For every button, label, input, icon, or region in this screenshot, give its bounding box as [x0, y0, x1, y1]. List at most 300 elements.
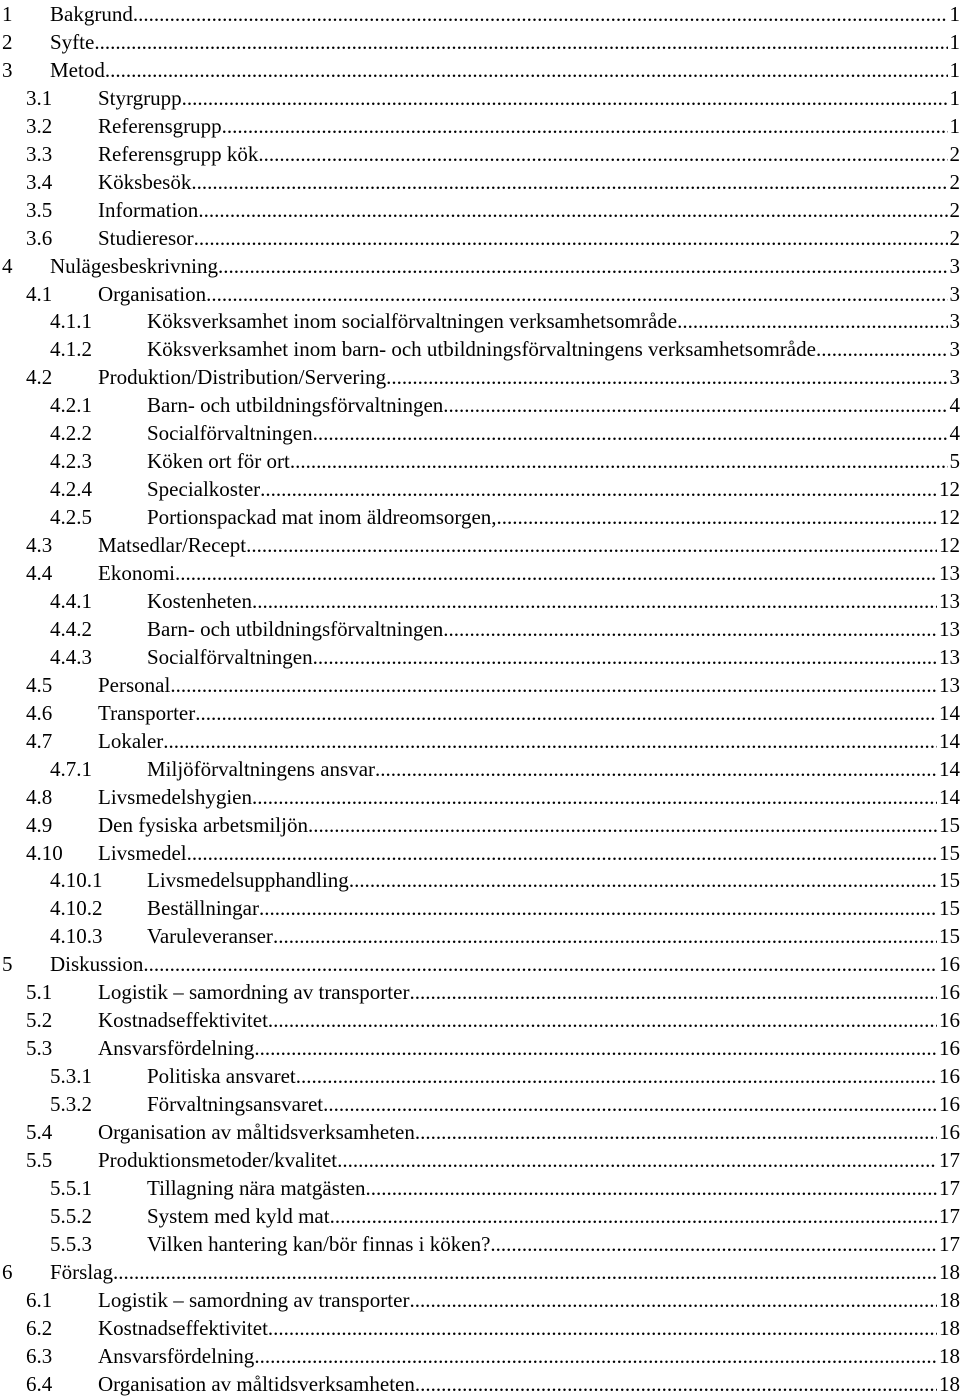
toc-entry-title[interactable]: Socialförvaltningen [147, 419, 313, 447]
toc-entry-number: 4.2.2 [50, 419, 92, 447]
toc-entry-number: 4.3 [26, 531, 52, 559]
toc-entry-line [147, 1174, 960, 1202]
toc-entry-number: 4.10.3 [50, 922, 103, 950]
toc-entry-line [147, 1202, 960, 1230]
toc-entry-number: 5.2 [26, 1006, 52, 1034]
toc-entry-line [147, 307, 960, 335]
toc-dot-leader [290, 447, 948, 475]
toc-entry-title[interactable]: Den fysiska arbetsmiljön [98, 811, 308, 839]
toc-dot-leader [296, 1062, 937, 1090]
toc-entry[interactable] [0, 447, 960, 475]
toc-entry-title[interactable]: Förvaltningsansvaret [147, 1090, 323, 1118]
toc-entry[interactable] [0, 419, 960, 447]
toc-entry-number: 1 [2, 0, 13, 28]
toc-entry-page-number[interactable]: 17 [937, 1174, 960, 1202]
toc-entry-title[interactable]: Transporter [98, 699, 195, 727]
toc-entry[interactable] [0, 922, 960, 950]
toc-entry[interactable] [0, 1090, 960, 1118]
toc-entry-page-number[interactable]: 16 [937, 1090, 960, 1118]
toc-entry-title[interactable]: Produktionsmetoder/kvalitet [98, 1146, 337, 1174]
toc-entry-line [50, 0, 960, 28]
toc-entry[interactable] [0, 252, 960, 280]
toc-entry-number: 5.3 [26, 1034, 52, 1062]
toc-entry-line [147, 615, 960, 643]
toc-dot-leader [182, 84, 948, 112]
toc-entry-line [98, 1342, 960, 1370]
toc-entry-title[interactable]: Nulägesbeskrivning [50, 252, 218, 280]
toc-entry-number: 4.2.4 [50, 475, 92, 503]
toc-entry-page-number[interactable]: 14 [937, 783, 960, 811]
toc-dot-leader [337, 1146, 937, 1174]
toc-entry-number: 5.3.1 [50, 1062, 92, 1090]
toc-entry-page-number[interactable]: 18 [937, 1258, 960, 1286]
toc-entry-line [98, 84, 960, 112]
toc-entry[interactable] [0, 140, 960, 168]
toc-entry-page-number[interactable]: 2 [948, 168, 960, 196]
toc-entry-title[interactable]: Kostnadseffektivitet [98, 1006, 268, 1034]
toc-entry-number: 3.3 [26, 140, 52, 168]
toc-entry-title[interactable]: Personal [98, 671, 170, 699]
toc-entry[interactable] [0, 866, 960, 894]
toc-entry[interactable] [0, 168, 960, 196]
toc-entry-title[interactable]: Miljöförvaltningens ansvar [147, 755, 375, 783]
toc-entry-line [147, 894, 960, 922]
toc-entry-number: 4.10.2 [50, 894, 103, 922]
toc-dot-leader [170, 671, 937, 699]
toc-entry-title[interactable]: Livsmedelshygien [98, 783, 252, 811]
toc-dot-leader [273, 922, 937, 950]
toc-entry-line [98, 727, 960, 755]
toc-dot-leader [260, 475, 937, 503]
toc-entry[interactable] [0, 475, 960, 503]
toc-entry-line [50, 252, 960, 280]
toc-entry-page-number[interactable]: 17 [937, 1230, 960, 1258]
toc-entry-number: 5.1 [26, 978, 52, 1006]
toc-entry-line [98, 140, 960, 168]
toc-entry-line [98, 363, 960, 391]
toc-dot-leader [330, 1202, 937, 1230]
toc-entry-line [147, 1230, 960, 1258]
toc-dot-leader [198, 196, 947, 224]
toc-entry-line [98, 1314, 960, 1342]
toc-entry-title[interactable]: Ansvarsfördelning [98, 1034, 254, 1062]
toc-entry-line [98, 168, 960, 196]
toc-entry[interactable] [0, 1034, 960, 1062]
toc-dot-leader [323, 1090, 937, 1118]
toc-entry[interactable] [0, 224, 960, 252]
toc-entry-title[interactable]: Portionspackad mat inom äldreomsorgen, [147, 503, 497, 531]
toc-dot-leader [349, 866, 937, 894]
toc-entry-title[interactable]: Köksverksamhet inom socialförvaltningen verksamhetsområde [147, 307, 677, 335]
toc-entry-line [147, 1062, 960, 1090]
toc-entry-number: 4.9 [26, 811, 52, 839]
toc-dot-leader [375, 755, 937, 783]
toc-dot-leader [113, 1258, 937, 1286]
toc-entry-number: 4 [2, 252, 13, 280]
toc-entry-page-number[interactable]: 13 [937, 559, 960, 587]
toc-entry[interactable] [0, 1202, 960, 1230]
toc-entry-number: 5.3.2 [50, 1090, 92, 1118]
toc-entry-line [98, 811, 960, 839]
toc-entry-page-number[interactable]: 14 [937, 727, 960, 755]
toc-entry-page-number[interactable]: 16 [937, 1034, 960, 1062]
toc-entry-number: 4.5 [26, 671, 52, 699]
toc-dot-leader [415, 1370, 937, 1398]
toc-entry[interactable] [0, 1342, 960, 1370]
toc-entry-title[interactable]: Matsedlar/Recept [98, 531, 246, 559]
toc-entry[interactable] [0, 839, 960, 867]
toc-entry-number: 4.2.3 [50, 447, 92, 475]
toc-entry-title[interactable]: Ansvarsfördelning [98, 1342, 254, 1370]
toc-entry-number: 3.2 [26, 112, 52, 140]
toc-entry[interactable] [0, 196, 960, 224]
toc-entry-title[interactable]: Beställningar [147, 894, 259, 922]
toc-entry-number: 6.1 [26, 1286, 52, 1314]
toc-entry-page-number[interactable]: 1 [948, 28, 960, 56]
toc-entry[interactable] [0, 1174, 960, 1202]
toc-entry-title[interactable]: Bakgrund [50, 0, 133, 28]
toc-dot-leader [143, 950, 937, 978]
toc-dot-leader [206, 280, 947, 308]
toc-dot-leader [194, 224, 948, 252]
toc-entry-number: 4.1.2 [50, 335, 92, 363]
toc-entry-line [98, 196, 960, 224]
toc-dot-leader [497, 503, 937, 531]
toc-entry-title[interactable]: Information [98, 196, 198, 224]
toc-entry-line [98, 280, 960, 308]
toc-entry-page-number[interactable]: 18 [937, 1370, 960, 1398]
toc-entry-line [98, 1006, 960, 1034]
toc-dot-leader [308, 811, 937, 839]
toc-entry-title[interactable]: Förslag [50, 1258, 113, 1286]
toc-entry[interactable] [0, 28, 960, 56]
toc-entry-line [147, 391, 960, 419]
toc-entry-number: 4.2.1 [50, 391, 92, 419]
toc-entry-number: 4.8 [26, 783, 52, 811]
toc-entry-title[interactable]: System med kyld mat [147, 1202, 330, 1230]
toc-entry-title[interactable]: Livsmedelsupphandling [147, 866, 349, 894]
toc-entry-number: 4.2 [26, 363, 52, 391]
toc-dot-leader [409, 978, 937, 1006]
toc-entry[interactable] [0, 1230, 960, 1258]
toc-entry-number: 4.1 [26, 280, 52, 308]
toc-entry-page-number[interactable]: 16 [937, 1006, 960, 1034]
toc-entry[interactable] [0, 1314, 960, 1342]
toc-entry-number: 3.1 [26, 84, 52, 112]
toc-entry-page-number[interactable]: 18 [937, 1314, 960, 1342]
toc-entry-page-number[interactable]: 13 [937, 643, 960, 671]
toc-entry-line [98, 783, 960, 811]
toc-entry-number: 3.6 [26, 224, 52, 252]
toc-entry-line [98, 699, 960, 727]
toc-entry-page-number[interactable]: 3 [948, 280, 960, 308]
toc-entry-number: 2 [2, 28, 13, 56]
toc-dot-leader [163, 727, 937, 755]
toc-entry-title[interactable]: Produktion/Distribution/Servering [98, 363, 386, 391]
toc-entry-page-number[interactable]: 12 [937, 531, 960, 559]
toc-entry-number: 4.10.1 [50, 866, 103, 894]
toc-entry-title[interactable]: Barn- och utbildningsförvaltningen [147, 391, 443, 419]
toc-entry-page-number[interactable]: 3 [948, 335, 960, 363]
toc-entry-page-number[interactable]: 17 [937, 1202, 960, 1230]
toc-entry[interactable] [0, 755, 960, 783]
toc-entry-line [98, 559, 960, 587]
toc-entry-title[interactable]: Köksbesök [98, 168, 191, 196]
toc-entry-number: 6.4 [26, 1370, 52, 1398]
toc-entry-number: 5 [2, 950, 13, 978]
toc-entry-line [98, 1286, 960, 1314]
toc-entry-page-number[interactable]: 1 [948, 84, 960, 112]
toc-entry[interactable] [0, 783, 960, 811]
toc-entry-title[interactable]: Köksverksamhet inom barn- och utbildningsförvaltningens verksamhetsområde [147, 335, 816, 363]
toc-entry-title[interactable]: Tillagning nära matgästen [147, 1174, 366, 1202]
toc-entry-line [147, 1090, 960, 1118]
toc-entry-line [50, 56, 960, 84]
toc-entry-page-number[interactable]: 15 [937, 811, 960, 839]
toc-entry-line [147, 755, 960, 783]
toc-entry[interactable] [0, 307, 960, 335]
toc-entry-number: 5.5.2 [50, 1202, 92, 1230]
toc-entry-page-number[interactable]: 15 [937, 922, 960, 950]
toc-dot-leader [259, 894, 937, 922]
toc-entry-line [98, 978, 960, 1006]
toc-entry-title[interactable]: Specialkoster [147, 475, 260, 503]
toc-entry-title[interactable]: Styrgrupp [98, 84, 182, 112]
toc-dot-leader [313, 419, 948, 447]
toc-entry-title[interactable]: Organisation av måltidsverksamheten [98, 1370, 415, 1398]
toc-entry[interactable] [0, 699, 960, 727]
toc-dot-leader [258, 140, 947, 168]
toc-entry[interactable] [0, 280, 960, 308]
toc-entry-page-number[interactable]: 2 [948, 140, 960, 168]
toc-entry-page-number[interactable]: 15 [937, 839, 960, 867]
toc-entry-line [98, 671, 960, 699]
toc-dot-leader [677, 307, 947, 335]
toc-entry-number: 6.2 [26, 1314, 52, 1342]
toc-entry-line [147, 922, 960, 950]
toc-entry-line [147, 866, 960, 894]
toc-entry-number: 4.7 [26, 727, 52, 755]
toc-entry-line [98, 531, 960, 559]
toc-entry-title[interactable]: Syfte [50, 28, 94, 56]
toc-dot-leader [313, 643, 937, 671]
toc-entry-line [147, 503, 960, 531]
toc-entry-page-number[interactable]: 5 [948, 447, 960, 475]
toc-entry[interactable] [0, 335, 960, 363]
toc-entry-number: 4.4.2 [50, 615, 92, 643]
toc-entry-title[interactable]: Vilken hantering kan/bör finnas i köken? [147, 1230, 490, 1258]
toc-entry-page-number[interactable]: 13 [937, 615, 960, 643]
toc-entry[interactable] [0, 587, 960, 615]
toc-entry-page-number[interactable]: 3 [948, 363, 960, 391]
toc-entry[interactable] [0, 643, 960, 671]
toc-entry-line [98, 839, 960, 867]
toc-entry-page-number[interactable]: 4 [948, 419, 960, 447]
toc-entry-line [98, 224, 960, 252]
toc-dot-leader [218, 252, 948, 280]
toc-entry-title[interactable]: Metod [50, 56, 105, 84]
toc-entry-title[interactable]: Barn- och utbildningsförvaltningen [147, 615, 443, 643]
toc-entry-number: 6.3 [26, 1342, 52, 1370]
toc-entry-number: 4.4 [26, 559, 52, 587]
toc-entry-number: 5.5.3 [50, 1230, 92, 1258]
toc-entry-page-number[interactable]: 14 [937, 755, 960, 783]
toc-entry-line [147, 643, 960, 671]
toc-entry-line [98, 1034, 960, 1062]
toc-entry-number: 3 [2, 56, 13, 84]
toc-dot-leader [252, 587, 937, 615]
toc-entry-title[interactable]: Studieresor [98, 224, 194, 252]
toc-entry-page-number[interactable]: 3 [948, 252, 960, 280]
toc-entry[interactable] [0, 531, 960, 559]
toc-entry-title[interactable]: Organisation [98, 280, 206, 308]
toc-entry-page-number[interactable]: 14 [937, 699, 960, 727]
toc-entry[interactable] [0, 1118, 960, 1146]
toc-dot-leader [409, 1286, 937, 1314]
toc-dot-leader [443, 615, 937, 643]
toc-entry[interactable] [0, 1370, 960, 1398]
toc-entry-number: 5.5.1 [50, 1174, 92, 1202]
toc-dot-leader [187, 839, 937, 867]
toc-entry[interactable] [0, 1286, 960, 1314]
toc-entry-page-number[interactable]: 16 [937, 1118, 960, 1146]
toc-entry[interactable] [0, 950, 960, 978]
toc-entry-page-number[interactable]: 1 [948, 0, 960, 28]
toc-entry-number: 4.10 [26, 839, 63, 867]
toc-entry-page-number[interactable]: 2 [948, 224, 960, 252]
toc-dot-leader [490, 1230, 937, 1258]
toc-entry-title[interactable]: Referensgrupp [98, 112, 222, 140]
toc-entry-title[interactable]: Lokaler [98, 727, 163, 755]
toc-dot-leader [175, 559, 937, 587]
toc-entry[interactable] [0, 727, 960, 755]
toc-dot-leader [415, 1118, 937, 1146]
toc-entry-line [50, 950, 960, 978]
toc-dot-leader [191, 168, 947, 196]
toc-entry-line [147, 587, 960, 615]
toc-dot-leader [268, 1006, 937, 1034]
toc-entry[interactable] [0, 559, 960, 587]
toc-entry-number: 4.2.5 [50, 503, 92, 531]
toc-entry-title[interactable]: Köken ort för ort [147, 447, 290, 475]
toc-entry-line [147, 335, 960, 363]
toc-dot-leader [222, 112, 948, 140]
toc-dot-leader [366, 1174, 937, 1202]
toc-entry-title[interactable]: Referensgrupp kök [98, 140, 258, 168]
toc-entry-line [147, 419, 960, 447]
toc-entry[interactable] [0, 363, 960, 391]
toc-entry[interactable] [0, 112, 960, 140]
toc-entry-title[interactable]: Kostenheten [147, 587, 252, 615]
toc-entry[interactable] [0, 56, 960, 84]
toc-dot-leader [94, 28, 947, 56]
toc-dot-leader [443, 391, 947, 419]
toc-entry[interactable] [0, 811, 960, 839]
toc-entry-line [98, 1370, 960, 1398]
toc-entry-title[interactable]: Socialförvaltningen [147, 643, 313, 671]
toc-entry-title[interactable]: Logistik – samordning av transporter [98, 978, 409, 1006]
toc-entry-page-number[interactable]: 13 [937, 587, 960, 615]
toc-entry-number: 4.7.1 [50, 755, 92, 783]
toc-entry-page-number[interactable]: 12 [937, 503, 960, 531]
toc-dot-leader [195, 699, 937, 727]
toc-entry-page-number[interactable]: 3 [948, 307, 960, 335]
toc-entry-page-number[interactable]: 15 [937, 866, 960, 894]
toc-entry-line [50, 1258, 960, 1286]
toc-entry-page-number[interactable]: 15 [937, 894, 960, 922]
toc-entry-line [98, 112, 960, 140]
toc-entry[interactable] [0, 615, 960, 643]
toc-entry-number: 4.4.3 [50, 643, 92, 671]
toc-entry[interactable] [0, 894, 960, 922]
toc-dot-leader [816, 335, 948, 363]
toc-entry-line [147, 475, 960, 503]
toc-entry[interactable] [0, 1062, 960, 1090]
toc-entry-number: 3.5 [26, 196, 52, 224]
toc-entry-number: 4.4.1 [50, 587, 92, 615]
toc-entry-page-number[interactable]: 16 [937, 978, 960, 1006]
toc-entry[interactable] [0, 0, 960, 28]
toc-entry-page-number[interactable]: 12 [937, 475, 960, 503]
toc-entry[interactable] [0, 503, 960, 531]
toc-dot-leader [254, 1342, 937, 1370]
toc-entry[interactable] [0, 671, 960, 699]
toc-entry-line [147, 447, 960, 475]
toc-entry[interactable] [0, 1258, 960, 1286]
toc-dot-leader [105, 56, 948, 84]
toc-entry-page-number[interactable]: 1 [948, 112, 960, 140]
toc-entry-number: 5.4 [26, 1118, 52, 1146]
toc-entry-number: 4.6 [26, 699, 52, 727]
toc-dot-leader [252, 783, 937, 811]
toc-entry-page-number[interactable]: 18 [937, 1286, 960, 1314]
toc-dot-leader [268, 1314, 937, 1342]
toc-entry-title[interactable]: Ekonomi [98, 559, 175, 587]
toc-entry-title[interactable]: Organisation av måltidsverksamheten [98, 1118, 415, 1146]
toc-entry-number: 3.4 [26, 168, 52, 196]
toc-dot-leader [386, 363, 947, 391]
toc-entry-line [50, 28, 960, 56]
toc-entry-title[interactable]: Logistik – samordning av transporter [98, 1286, 409, 1314]
toc-entry-page-number[interactable]: 13 [937, 671, 960, 699]
toc-entry-page-number[interactable]: 1 [948, 56, 960, 84]
toc-entry-number: 6 [2, 1258, 13, 1286]
toc-entry-number: 5.5 [26, 1146, 52, 1174]
toc-entry-title[interactable]: Kostnadseffektivitet [98, 1314, 268, 1342]
toc-entry-number: 4.1.1 [50, 307, 92, 335]
toc-entry[interactable] [0, 1006, 960, 1034]
toc-entry-page-number[interactable]: 17 [937, 1146, 960, 1174]
toc-entry-page-number[interactable]: 4 [948, 391, 960, 419]
toc-entry-page-number[interactable]: 18 [937, 1342, 960, 1370]
toc-entry-line [98, 1118, 960, 1146]
toc-entry-page-number[interactable]: 2 [948, 196, 960, 224]
toc-dot-leader [246, 531, 937, 559]
toc-dot-leader [254, 1034, 937, 1062]
toc-entry[interactable] [0, 978, 960, 1006]
toc-entry-title[interactable]: Politiska ansvaret [147, 1062, 296, 1090]
toc-entry-title[interactable]: Livsmedel [98, 839, 187, 867]
toc-entry-line [98, 1146, 960, 1174]
toc-entry[interactable] [0, 1146, 960, 1174]
toc-entry-title[interactable]: Diskussion [50, 950, 143, 978]
toc-entry-title[interactable]: Varuleveranser [147, 922, 273, 950]
toc-dot-leader [133, 0, 948, 28]
toc-entry-page-number[interactable]: 16 [937, 950, 960, 978]
toc-entry-page-number[interactable]: 16 [937, 1062, 960, 1090]
toc-entry[interactable] [0, 391, 960, 419]
toc-entry[interactable] [0, 84, 960, 112]
